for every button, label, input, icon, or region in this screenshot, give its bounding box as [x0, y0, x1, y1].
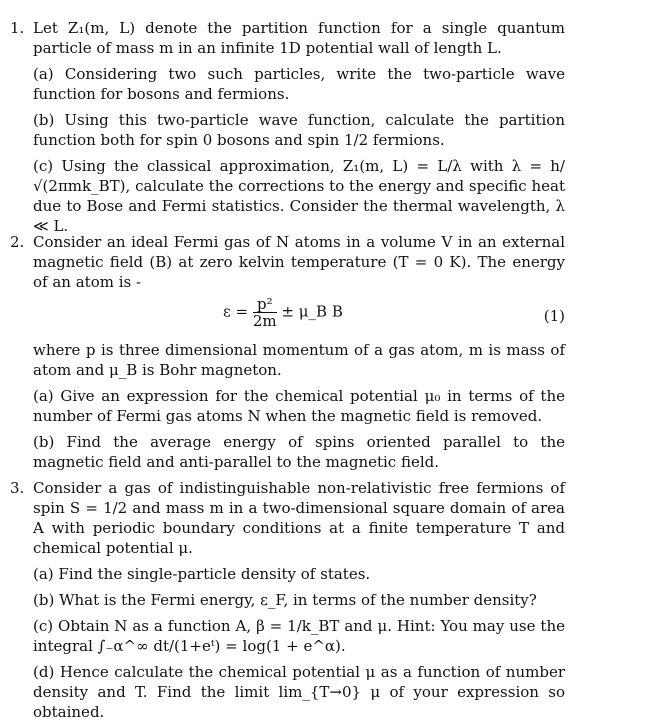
problem-3: [10, 478, 565, 722]
problem-part: (c) Obtain N as a function A, β = 1/k_BT and μ. Hint: You may use the integral ∫₋α^∞ dt/(1+eᵗ) = log(1 + e^α).: [33, 617, 565, 655]
problem-intro: Consider a gas of indistinguishable non-relativistic free fermions of spin S = 1/2 and mass m in a two-dimensional square domain of area A with periodic boundary conditions at a finite temperature T and chemical potential μ.: [33, 479, 565, 557]
equation-rhs: ± μ_B B: [281, 302, 343, 321]
problem-part: (b) Using this two-particle wave function, calculate the partition function both for spin 0 bosons and spin 1/2 fermions.: [33, 111, 565, 149]
problem-part: (c) Using the classical approximation, Z₁(m, L) = L/λ with λ = h/√(2πmk_BT), calculate the corrections to the energy and specific heat due to Bose and Fermi statistics. Consider the thermal wavelength, λ ≪ L.: [33, 157, 565, 235]
equation-1: [33, 294, 565, 338]
equation-lhs: ε =: [223, 302, 249, 321]
problem-part: (d) Hence calculate the chemical potential μ as a function of number density and T. Find the limit lim_{T→0} μ of your expression so obtained.: [33, 663, 565, 721]
fraction-denominator: 2m: [252, 312, 277, 330]
equation-number: (1): [543, 307, 565, 325]
problem-part: (a) Find the single-particle density of states.: [33, 565, 371, 583]
energy-equation: [223, 296, 343, 329]
problem-2: [10, 232, 565, 472]
problem-part: (b) What is the Fermi energy, ε_F, in terms of the number density?: [33, 591, 537, 609]
equation-description: where p is three dimensional momentum of a gas atom, m is mass of atom and μ_B is Bohr magneton.: [33, 341, 565, 379]
problem-number: 2.: [10, 233, 25, 251]
problem-intro: Consider an ideal Fermi gas of N atoms in a volume V in an external magnetic field (B) at zero kelvin temperature (T = 0 K). The energy of an atom is -: [33, 233, 565, 291]
problem-part: (b) Find the average energy of spins oriented parallel to the magnetic field and anti-parallel to the magnetic field.: [33, 433, 565, 471]
fraction: [253, 296, 277, 329]
problem-intro: Let Z₁(m, L) denote the partition function for a single quantum particle of mass m in an infinite 1D potential wall of length L.: [33, 19, 565, 57]
problem-number: 1.: [10, 19, 25, 37]
fraction-numerator: p²: [253, 296, 277, 313]
problem-number: 3.: [10, 479, 25, 497]
problem-part: (a) Considering two such particles, write the two-particle wave function for bosons and fermions.: [33, 65, 565, 103]
problem-part: (a) Give an expression for the chemical potential μ₀ in terms of the number of Fermi gas atoms N when the magnetic field is removed.: [33, 387, 565, 425]
problem-1: [10, 18, 565, 236]
